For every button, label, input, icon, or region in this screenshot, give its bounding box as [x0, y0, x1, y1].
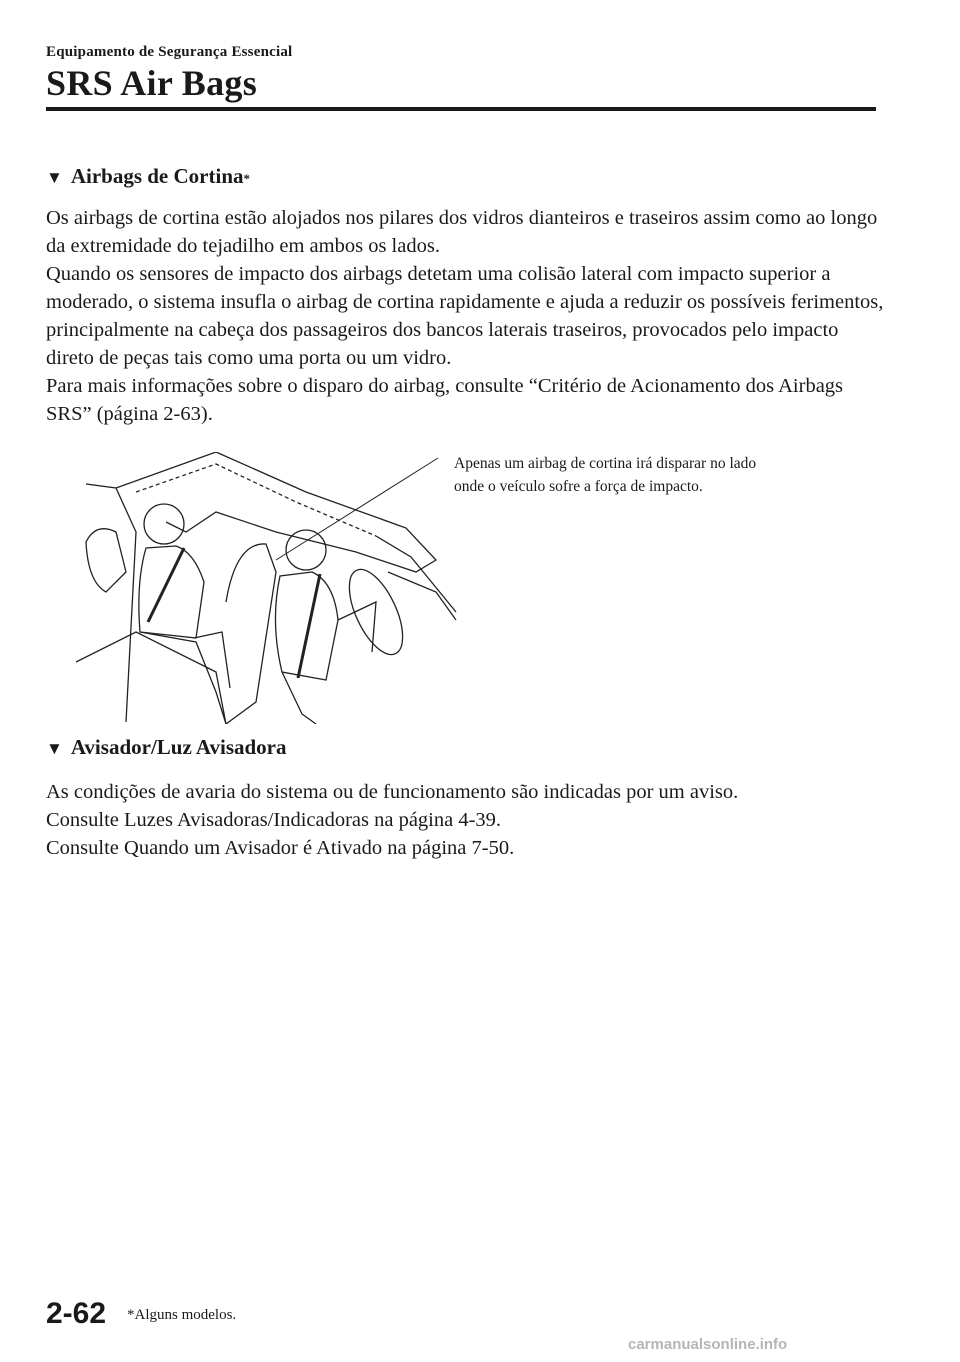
curtain-paragraph: Para mais informações sobre o disparo do airbag, consulte “Critério de Acionamento dos Airbags SRS” (página 2-63).: [46, 375, 844, 425]
warning-paragraph: Consulte Luzes Avisadoras/Indicadoras na página 4-39.: [46, 809, 502, 831]
header-rule: [46, 107, 876, 111]
callout-line: onde o veículo sofre a força de impacto.: [454, 478, 703, 495]
warning-body: [46, 778, 886, 862]
warning-paragraph: Consulte Quando um Avisador é Ativado na página 7-50.: [46, 837, 515, 859]
figure-callout: [454, 452, 854, 498]
curtain-heading: ▼ Airbags de Cortina *: [46, 164, 250, 188]
watermark: carmanualsonline.info: [628, 1336, 788, 1353]
curtain-body: [46, 204, 886, 428]
triangle-bullet-icon: ▼: [46, 168, 63, 187]
footnote: *Alguns modelos.: [127, 1307, 237, 1323]
page-title: SRS Air Bags: [46, 63, 258, 103]
curtain-airbag-illustration: [76, 452, 476, 724]
curtain-heading-text: Airbags de Cortina: [70, 164, 244, 188]
warning-heading: [46, 735, 287, 760]
section-label: Equipamento de Segurança Essencial: [46, 44, 293, 60]
curtain-paragraph: Os airbags de cortina estão alojados nos pilares dos vidros dianteiros e traseiros assim como ao longo da extremidade do tejadilho em ambos os lados.: [46, 207, 878, 257]
triangle-bullet-icon: ▼: [46, 739, 63, 758]
warning-heading-text: Avisador/Luz Avisadora: [70, 735, 287, 759]
callout-line: Apenas um airbag de cortina irá disparar no lado: [454, 455, 757, 472]
page-number: 2-62: [46, 1297, 107, 1330]
curtain-paragraph: Quando os sensores de impacto dos airbags detetam uma colisão lateral com impacto superior a moderado, o sistema insufla o airbag de cortina rapidamente e ajuda a reduzir os possíveis ferimentos, principalmente na cabeça dos passageiros dos bancos laterais traseiros, provocados pelo impacto direto de peças tais como uma porta ou um vidro.: [46, 263, 884, 369]
warning-paragraph: As condições de avaria do sistema ou de funcionamento são indicadas por um aviso.: [46, 781, 739, 803]
